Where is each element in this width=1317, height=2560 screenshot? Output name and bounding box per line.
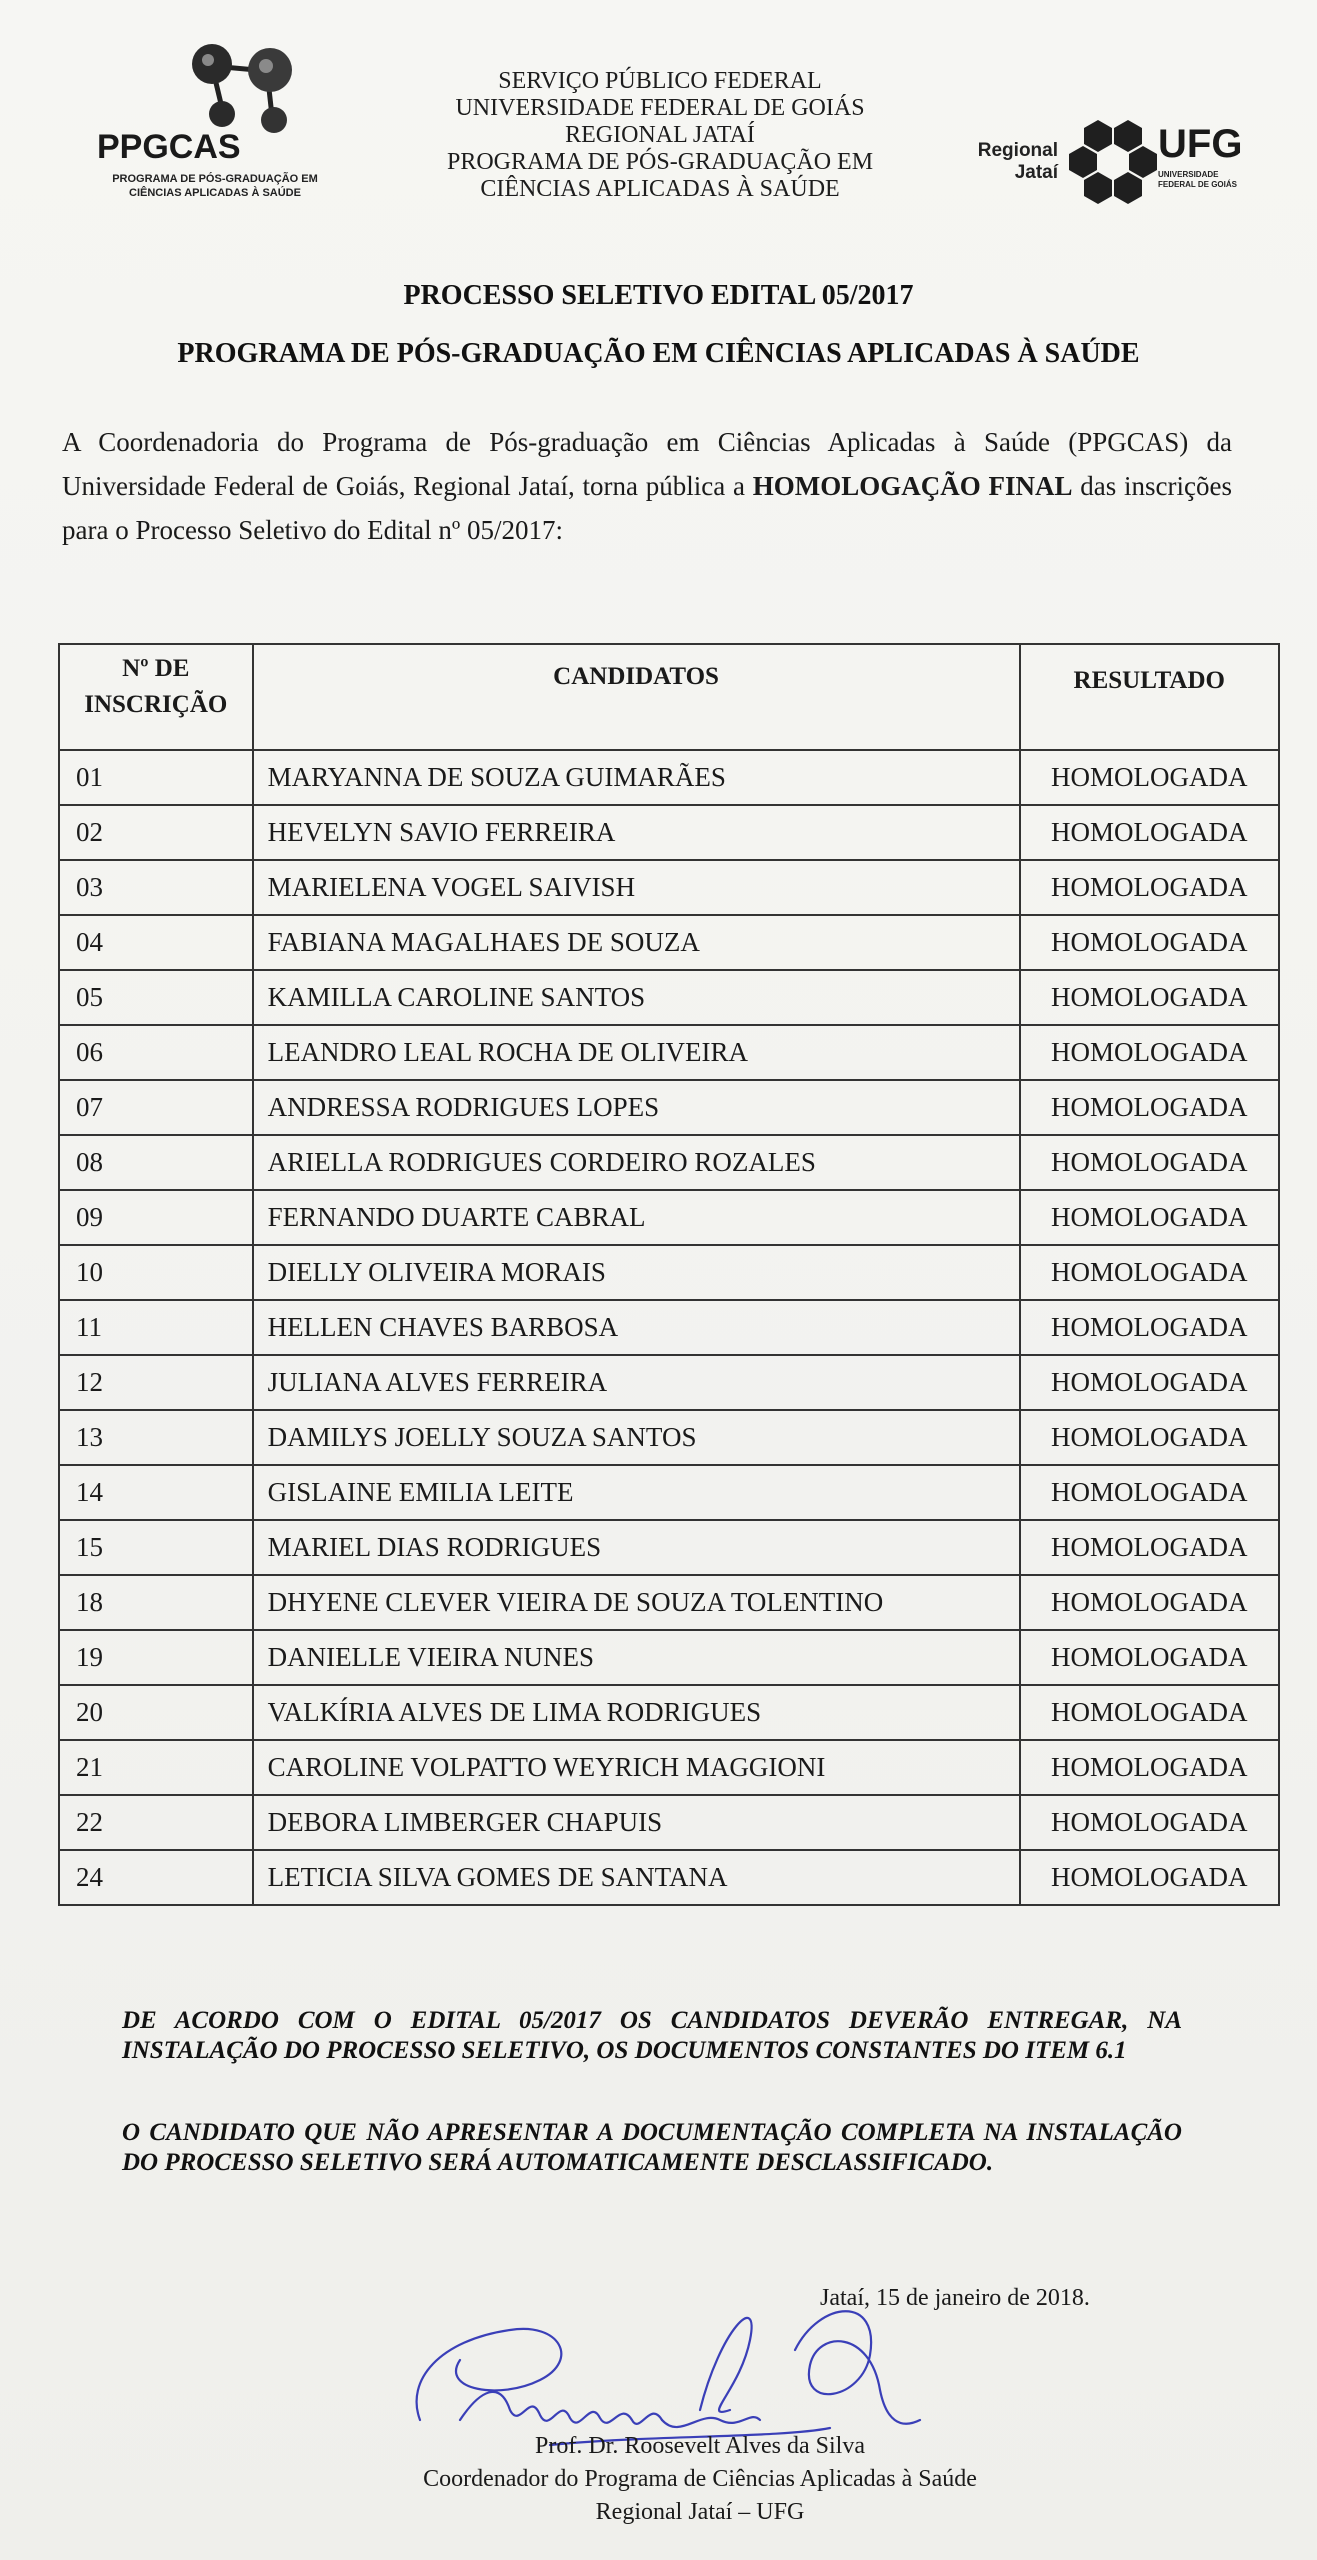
table-row [59, 860, 1279, 915]
row-number: 19 [59, 1630, 253, 1685]
header-candidates: CANDIDATOS [253, 644, 1020, 750]
ppgcas-logo [92, 36, 322, 206]
table-row [59, 1135, 1279, 1190]
row-number: 08 [59, 1135, 253, 1190]
table-row [59, 750, 1279, 805]
row-result: HOMOLOGADA [1020, 1190, 1279, 1245]
signatory-name: Prof. Dr. Roosevelt Alves da Silva [535, 2433, 865, 2459]
header-line: SERVIÇO PÚBLICO FEDERAL [498, 68, 822, 94]
table-row [59, 1685, 1279, 1740]
row-candidate-name: DHYENE CLEVER VIEIRA DE SOUZA TOLENTINO [253, 1575, 1020, 1630]
row-candidate-name: LEANDRO LEAL ROCHA DE OLIVEIRA [253, 1025, 1020, 1080]
row-result: HOMOLOGADA [1020, 1135, 1279, 1190]
row-result: HOMOLOGADA [1020, 1355, 1279, 1410]
row-candidate-name: DEBORA LIMBERGER CHAPUIS [253, 1795, 1020, 1850]
row-candidate-name: JULIANA ALVES FERREIRA [253, 1355, 1020, 1410]
row-number: 22 [59, 1795, 253, 1850]
row-candidate-name: CAROLINE VOLPATTO WEYRICH MAGGIONI [253, 1740, 1020, 1795]
ufg-hexagon-icon [1068, 116, 1158, 208]
ppgcas-logo-subtitle: PROGRAMA DE PÓS-GRADUAÇÃO EM CIÊNCIAS APLICADAS À SAÚDE [112, 173, 318, 199]
row-candidate-name: DIELLY OLIVEIRA MORAIS [253, 1245, 1020, 1300]
row-result: HOMOLOGADA [1020, 1520, 1279, 1575]
ppgcas-logo-name: PPGCAS [97, 128, 241, 166]
document-subtitle: PROGRAMA DE PÓS-GRADUAÇÃO EM CIÊNCIAS APLICADAS À SAÚDE [177, 338, 1140, 369]
row-number: 11 [59, 1300, 253, 1355]
row-candidate-name: ARIELLA RODRIGUES CORDEIRO ROZALES [253, 1135, 1020, 1190]
candidates-table [58, 643, 1280, 1906]
row-number: 14 [59, 1465, 253, 1520]
row-result: HOMOLOGADA [1020, 1740, 1279, 1795]
table-row [59, 1740, 1279, 1795]
row-candidate-name: HELLEN CHAVES BARBOSA [253, 1300, 1020, 1355]
row-candidate-name: VALKÍRIA ALVES DE LIMA RODRIGUES [253, 1685, 1020, 1740]
table-row [59, 1465, 1279, 1520]
table-row [59, 1300, 1279, 1355]
intro-text: A Coordenadoria do Programa de Pós-graduação em Ciências Aplicadas à Saúde (PPGCAS) da Universidade Federal de Goiás, Regional Jataí, torna pública a [62, 427, 1232, 501]
table-row [59, 1795, 1279, 1850]
row-number: 05 [59, 970, 253, 1025]
header-line: CIÊNCIAS APLICADAS À SAÚDE [480, 176, 840, 202]
row-number: 13 [59, 1410, 253, 1465]
table-row [59, 805, 1279, 860]
table-row [59, 915, 1279, 970]
intro-paragraph [62, 420, 1232, 552]
institution-header [380, 68, 940, 203]
table-row [59, 1850, 1279, 1905]
row-number: 01 [59, 750, 253, 805]
row-number: 15 [59, 1520, 253, 1575]
row-result: HOMOLOGADA [1020, 860, 1279, 915]
table-row [59, 1190, 1279, 1245]
row-number: 09 [59, 1190, 253, 1245]
header-result: RESULTADO [1020, 644, 1279, 750]
row-number: 02 [59, 805, 253, 860]
table-row [59, 970, 1279, 1025]
table-row [59, 1520, 1279, 1575]
row-candidate-name: KAMILLA CAROLINE SANTOS [253, 970, 1020, 1025]
row-candidate-name: MARIELENA VOGEL SAIVISH [253, 860, 1020, 915]
row-candidate-name: HEVELYN SAVIO FERREIRA [253, 805, 1020, 860]
signatory-block [300, 2430, 1100, 2529]
signatory-role: Coordenador do Programa de Ciências Aplicadas à Saúde [423, 2466, 977, 2492]
row-result: HOMOLOGADA [1020, 1685, 1279, 1740]
row-number: 03 [59, 860, 253, 915]
header-number: Nº DE INSCRIÇÃO [59, 644, 253, 750]
table-row [59, 1410, 1279, 1465]
document-date: Jataí, 15 de janeiro de 2018. [820, 2285, 1090, 2311]
table-header-row [59, 644, 1279, 750]
table-row [59, 1245, 1279, 1300]
row-number: 12 [59, 1355, 253, 1410]
row-result: HOMOLOGADA [1020, 1025, 1279, 1080]
row-result: HOMOLOGADA [1020, 1630, 1279, 1685]
ufg-logo-name: UFG [1158, 122, 1243, 166]
regional-label-line2: Jataí [1014, 162, 1058, 183]
document-title: PROCESSO SELETIVO EDITAL 05/2017 [403, 280, 914, 311]
header-line: UNIVERSIDADE FEDERAL DE GOIÁS [455, 95, 865, 121]
header-line: PROGRAMA DE PÓS-GRADUAÇÃO EM [446, 149, 874, 175]
ufg-logo [958, 108, 1278, 208]
regional-label-line1: Regional [977, 140, 1058, 161]
row-candidate-name: MARYANNA DE SOUZA GUIMARÃES [253, 750, 1020, 805]
row-candidate-name: LETICIA SILVA GOMES DE SANTANA [253, 1850, 1020, 1905]
signatory-unit: Regional Jataí – UFG [595, 2499, 805, 2525]
table-row [59, 1025, 1279, 1080]
row-number: 07 [59, 1080, 253, 1135]
ufg-logo-subtitle: UNIVERSIDADE FEDERAL DE GOIÁS [1158, 170, 1237, 189]
row-candidate-name: DANIELLE VIEIRA NUNES [253, 1630, 1020, 1685]
row-number: 10 [59, 1245, 253, 1300]
table-row [59, 1575, 1279, 1630]
row-result: HOMOLOGADA [1020, 1080, 1279, 1135]
intro-text-end: das inscrições para o Processo Seletivo do Edital nº 05/2017: [62, 471, 1232, 545]
table-row [59, 1080, 1279, 1135]
row-number: 04 [59, 915, 253, 970]
row-candidate-name: ANDRESSA RODRIGUES LOPES [253, 1080, 1020, 1135]
row-result: HOMOLOGADA [1020, 1795, 1279, 1850]
row-result: HOMOLOGADA [1020, 1850, 1279, 1905]
row-candidate-name: MARIEL DIAS RODRIGUES [253, 1520, 1020, 1575]
row-number: 21 [59, 1740, 253, 1795]
row-result: HOMOLOGADA [1020, 805, 1279, 860]
row-result: HOMOLOGADA [1020, 1575, 1279, 1630]
row-result: HOMOLOGADA [1020, 915, 1279, 970]
regional-label [958, 140, 1058, 184]
table-row [59, 1630, 1279, 1685]
intro-bold: HOMOLOGAÇÃO FINAL [752, 471, 1073, 501]
row-candidate-name: GISLAINE EMILIA LEITE [253, 1465, 1020, 1520]
table-row [59, 1355, 1279, 1410]
row-number: 06 [59, 1025, 253, 1080]
row-result: HOMOLOGADA [1020, 1300, 1279, 1355]
row-result: HOMOLOGADA [1020, 750, 1279, 805]
header-line: REGIONAL JATAÍ [565, 122, 755, 148]
row-number: 18 [59, 1575, 253, 1630]
row-result: HOMOLOGADA [1020, 1410, 1279, 1465]
notice-disqualification: O CANDIDATO QUE NÃO APRESENTAR A DOCUMENTAÇÃO COMPLETA NA INSTALAÇÃO DO PROCESSO SELETIVO SERÁ AUTOMATICAMENTE DESCLASSIFICADO. [122, 2119, 1182, 2176]
row-candidate-name: DAMILYS JOELLY SOUZA SANTOS [253, 1410, 1020, 1465]
row-number: 20 [59, 1685, 253, 1740]
row-result: HOMOLOGADA [1020, 970, 1279, 1025]
row-number: 24 [59, 1850, 253, 1905]
row-candidate-name: FABIANA MAGALHAES DE SOUZA [253, 915, 1020, 970]
row-candidate-name: FERNANDO DUARTE CABRAL [253, 1190, 1020, 1245]
notice-documents: DE ACORDO COM O EDITAL 05/2017 OS CANDIDATOS DEVERÃO ENTREGAR, NA INSTALAÇÃO DO PROCESSO SELETIVO, OS DOCUMENTOS CONSTANTES DO ITEM 6.1 [122, 2007, 1182, 2064]
row-result: HOMOLOGADA [1020, 1465, 1279, 1520]
row-result: HOMOLOGADA [1020, 1245, 1279, 1300]
